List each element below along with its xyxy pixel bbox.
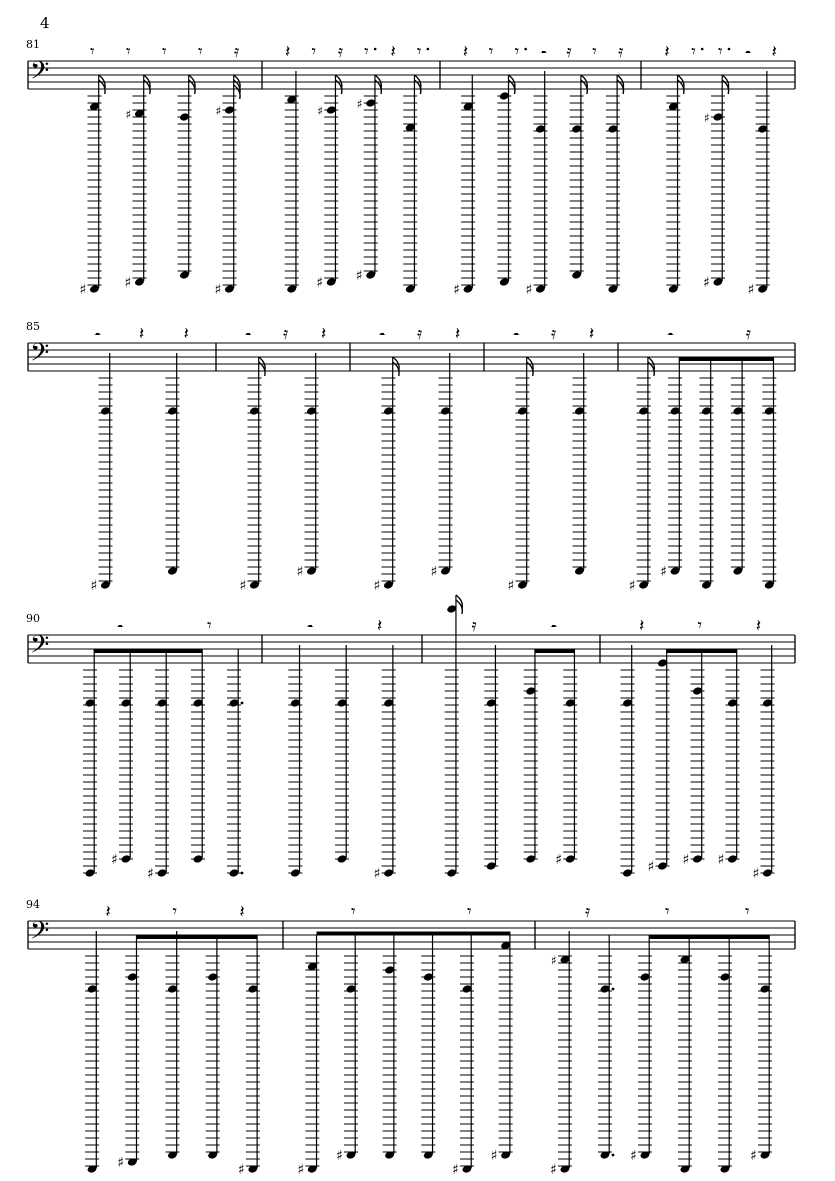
rest: 𝄾 (311, 42, 317, 62)
measure (550, 902, 772, 1178)
rest: 𝄾 (665, 902, 670, 922)
measure (80, 42, 241, 298)
rest: 𝄿 (745, 324, 751, 344)
sharp-accidental: ♯ (214, 282, 222, 298)
sharp-accidental: ♯ (747, 282, 755, 298)
note (748, 71, 770, 298)
rest: 𝄾 (718, 42, 723, 62)
sharp-accidental: ♯ (682, 852, 690, 868)
system (26, 320, 795, 594)
rest: 𝄽 (462, 42, 469, 62)
note (452, 935, 474, 1178)
rest: 𝄿 (551, 324, 557, 344)
note (83, 649, 97, 878)
augmentation-dot (728, 48, 731, 51)
sharp-accidental: ♯ (647, 859, 655, 875)
rest: 𝄾 (207, 616, 212, 636)
rest: 𝄾 (172, 902, 178, 922)
note (762, 357, 776, 590)
note (750, 935, 772, 1164)
chord (524, 649, 538, 864)
rest: 𝄼 (513, 326, 520, 346)
rest: 𝄼 (379, 326, 386, 346)
note (227, 649, 243, 878)
sharp-accidental: ♯ (124, 275, 132, 291)
beam (649, 935, 769, 939)
note (191, 649, 205, 864)
rest: 𝄿 (618, 42, 624, 62)
augmentation-dot (612, 988, 615, 991)
rest: 𝄾 (691, 42, 696, 62)
rest: 𝄾 (126, 42, 131, 62)
sharp-accidental: ♯ (660, 564, 667, 580)
chord (453, 75, 475, 298)
sharp-accidental: ♯ (355, 268, 363, 284)
rest: 𝄽 (285, 42, 291, 62)
note (297, 353, 319, 580)
rest: 𝄼 (94, 326, 101, 346)
rest: 𝄾 (162, 42, 167, 62)
measure (453, 42, 623, 298)
bass-clef: 𝄢 (30, 56, 50, 92)
rest: 𝄾 (364, 42, 369, 62)
note (606, 75, 624, 294)
rest: 𝄾 (514, 42, 520, 62)
rest: 𝄿 (337, 42, 344, 62)
note (718, 649, 740, 868)
bass-clef: 𝄢 (30, 630, 50, 666)
sharp-accidental: ♯ (453, 282, 460, 298)
rest: 𝄽 (771, 42, 777, 62)
rest: 𝄽 (105, 902, 111, 922)
chord (117, 935, 139, 1171)
note (570, 75, 588, 280)
sharp-accidental: ♯ (316, 275, 324, 291)
chord (484, 645, 498, 871)
beam (667, 649, 737, 653)
note (598, 935, 614, 1160)
rest: 𝄽 (183, 324, 189, 344)
sharp-accidental: ♯ (703, 275, 710, 291)
rest: 𝄿 (471, 616, 477, 636)
sharp-accidental: ♯ (373, 578, 381, 594)
chord (125, 75, 151, 291)
measure (664, 42, 776, 298)
sharp-accidental: ♯ (317, 104, 324, 118)
sharp-accidental: ♯ (373, 866, 381, 882)
rest: 𝄼 (245, 326, 252, 346)
chord (316, 75, 342, 291)
augmentation-dot (241, 872, 244, 875)
measure (297, 902, 512, 1178)
sharp-accidental: ♯ (630, 1148, 637, 1164)
note (431, 353, 453, 580)
sharp-accidental: ♯ (237, 1162, 245, 1178)
rest: 𝄿 (283, 324, 289, 344)
note (731, 357, 745, 576)
sharp-accidental: ♯ (507, 578, 515, 594)
sharp-accidental: ♯ (490, 1148, 498, 1164)
rest: 𝄿 (234, 42, 240, 62)
chord (666, 75, 684, 294)
augmentation-dot (374, 48, 377, 51)
chord (80, 75, 106, 298)
bass-clef: 𝄢 (30, 338, 50, 374)
rest: 𝄽 (139, 324, 145, 344)
bass-clef: 𝄢 (30, 916, 50, 952)
beam (137, 935, 258, 939)
note (555, 649, 577, 868)
rest: 𝄽 (639, 616, 645, 636)
sharp-accidental: ♯ (704, 111, 710, 125)
chord (215, 75, 241, 298)
note (629, 357, 655, 594)
chord (497, 75, 515, 287)
beam (317, 932, 510, 936)
note (374, 357, 400, 594)
measure-number: 81 (26, 38, 40, 51)
page-number: 4 (40, 14, 50, 32)
note (718, 935, 732, 1174)
note (491, 932, 513, 1165)
sharp-accidental: ♯ (296, 564, 304, 580)
system (26, 898, 795, 1178)
sharp-accidental: ♯ (551, 953, 557, 968)
measure (85, 902, 260, 1178)
chord (683, 649, 705, 868)
sharp-accidental: ♯ (555, 852, 563, 868)
note (166, 353, 180, 576)
rest: 𝄽 (455, 324, 461, 344)
rest: 𝄽 (239, 902, 245, 922)
system (26, 38, 795, 298)
beam (679, 357, 773, 361)
note (238, 935, 260, 1178)
augmentation-dot (427, 48, 430, 51)
rest: 𝄼 (667, 326, 674, 346)
beam (535, 649, 575, 653)
chord (445, 595, 463, 878)
chord (630, 935, 652, 1164)
rest: 𝄽 (390, 42, 396, 62)
note (91, 353, 113, 594)
measure-number: 85 (26, 320, 40, 333)
chord (356, 75, 382, 284)
chord (178, 75, 196, 280)
chord (621, 645, 635, 878)
sharp-accidental: ♯ (111, 852, 118, 868)
chord (550, 931, 572, 1178)
sharp-accidental: ♯ (750, 1148, 757, 1164)
rest: 𝄽 (377, 616, 383, 636)
chord (166, 931, 180, 1160)
rest: 𝄾 (90, 42, 95, 62)
sharp-accidental: ♯ (239, 578, 247, 594)
sharp-accidental: ♯ (717, 852, 725, 868)
sharp-accidental: ♯ (147, 866, 154, 882)
sharp-accidental: ♯ (752, 866, 760, 882)
sharp-accidental: ♯ (336, 1148, 343, 1164)
rest: 𝄾 (416, 42, 422, 62)
note (206, 935, 220, 1160)
sharp-accidental: ♯ (90, 578, 98, 594)
rest: 𝄽 (664, 42, 670, 62)
chord (285, 71, 299, 294)
rest: 𝄿 (566, 42, 572, 62)
chord (85, 931, 99, 1174)
note (526, 71, 548, 298)
sharp-accidental: ♯ (297, 1162, 305, 1178)
rest: 𝄼 (744, 44, 752, 64)
rest: 𝄿 (585, 902, 591, 922)
sharp-accidental: ♯ (452, 1162, 459, 1178)
note (508, 357, 534, 594)
measure (445, 595, 578, 878)
note (573, 353, 587, 576)
note (660, 357, 682, 580)
chord (403, 75, 421, 294)
chord (648, 649, 670, 875)
sharp-accidental: ♯ (628, 578, 636, 594)
sharp-accidental: ♯ (356, 97, 363, 111)
chord (297, 935, 319, 1178)
rest: 𝄼 (307, 618, 314, 638)
sharp-accidental: ♯ (79, 282, 87, 298)
rest: 𝄿 (417, 324, 423, 344)
chord (703, 75, 729, 291)
augmentation-dot (612, 1154, 615, 1157)
note (753, 645, 775, 882)
rest: 𝄽 (755, 616, 762, 636)
note (335, 645, 349, 864)
rest: 𝄾 (697, 616, 703, 636)
augmentation-dot (524, 48, 527, 51)
note (147, 649, 169, 882)
rest: 𝄾 (592, 42, 597, 62)
note (111, 649, 133, 868)
rest: 𝄾 (467, 902, 472, 922)
beam (94, 649, 202, 653)
note (240, 357, 266, 594)
rest: 𝄼 (117, 618, 124, 638)
sharp-accidental: ♯ (430, 564, 438, 580)
rest: 𝄾 (198, 42, 203, 62)
rest: 𝄽 (589, 324, 595, 344)
note (288, 645, 302, 878)
note (700, 357, 714, 590)
note (374, 645, 396, 882)
system (26, 595, 795, 882)
measure (285, 42, 429, 294)
note (336, 935, 358, 1164)
augmentation-dot (701, 48, 704, 51)
rest: 𝄾 (351, 902, 356, 922)
sharp-accidental: ♯ (125, 107, 132, 122)
rest: 𝄾 (745, 902, 750, 922)
rest: 𝄼 (550, 618, 557, 638)
rest: 𝄽 (321, 324, 327, 344)
chord (678, 935, 692, 1174)
sharp-accidental: ♯ (215, 104, 222, 118)
sharp-accidental: ♯ (117, 1155, 125, 1171)
measure-number: 90 (26, 612, 40, 625)
note (421, 935, 435, 1160)
measure-number: 94 (26, 898, 40, 911)
sharp-accidental: ♯ (550, 1162, 557, 1178)
chord (383, 935, 397, 1160)
sharp-accidental: ♯ (525, 282, 533, 298)
rest: 𝄾 (488, 42, 494, 62)
rest: 𝄼 (540, 44, 547, 64)
augmentation-dot (241, 702, 244, 705)
